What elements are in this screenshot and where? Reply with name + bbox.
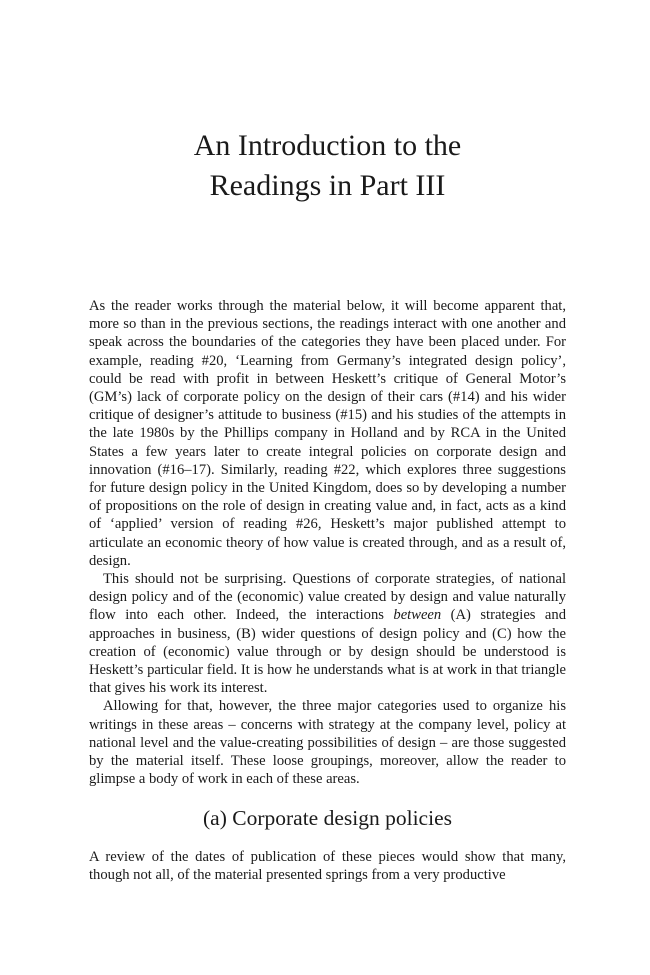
chapter-title-line-1: An Introduction to the (193, 129, 462, 162)
paragraph-2 (89, 570, 566, 697)
paragraph-2-part-1: This should not be surprising. Questions of corporate strategies, of national design policy and of the (economic) value created by design and value naturally flow into each other. Indeed, the interactions (89, 571, 566, 624)
body-text (89, 297, 566, 788)
chapter-title-line-2: Readings in Part III (209, 169, 446, 202)
chapter-title (89, 126, 566, 206)
section-text (89, 848, 566, 884)
paragraph-3: Allowing for that, however, the three major categories used to organize his writings in these areas – concerns with strategy at the company level, policy at national level and the value-creating possibilities of design – are those suggested by the material itself. These loose groupings, moreover, allow the reader to glimpse a body of work in each of these areas. (89, 698, 566, 788)
section-heading: (a) Corporate design policies (203, 806, 452, 830)
paragraph-2-emphasis: between (393, 607, 442, 624)
section-paragraph-1: A review of the dates of publication of these pieces would show that many, though not all, of the material presented springs from a very productive (89, 849, 566, 884)
paragraph-2-part-2: (A) strategies and approaches in business, (B) wider questions of design policy and (C) how the creation of (economic) value through or by design should be understood is Heskett’s particular field. It is how he understands what is at work in that triangle that gives his work its interest. (89, 607, 566, 697)
paragraph-1: As the reader works through the material below, it will become apparent that, more so than in the previous sections, the readings interact with one another and speak across the boundaries of the categories they have been placed under. For example, reading #20, ‘Learning from Germany’s integrated design policy’, could be read with profit in between Heskett’s critique of General Motor’s (GM’s) lack of corporate policy on the design of their cars (#14) and his wider critique of designer’s attitude to business (#15) and his studies of the attempts in the late 1980s by the Phillips company in Holland and by RCA in the United States a few years later to create integral policies on corporate design and innovation (#16–17). Similarly, reading #22, which explores three suggestions for future design policy in the United Kingdom, does so by developing a number of propositions on the role of design in creating value and, in fact, acts as a kind of ‘applied’ version of reading #26, Heskett’s major published attempt to articulate an economic theory of how value is created through, and as a result of, design. (89, 298, 566, 569)
